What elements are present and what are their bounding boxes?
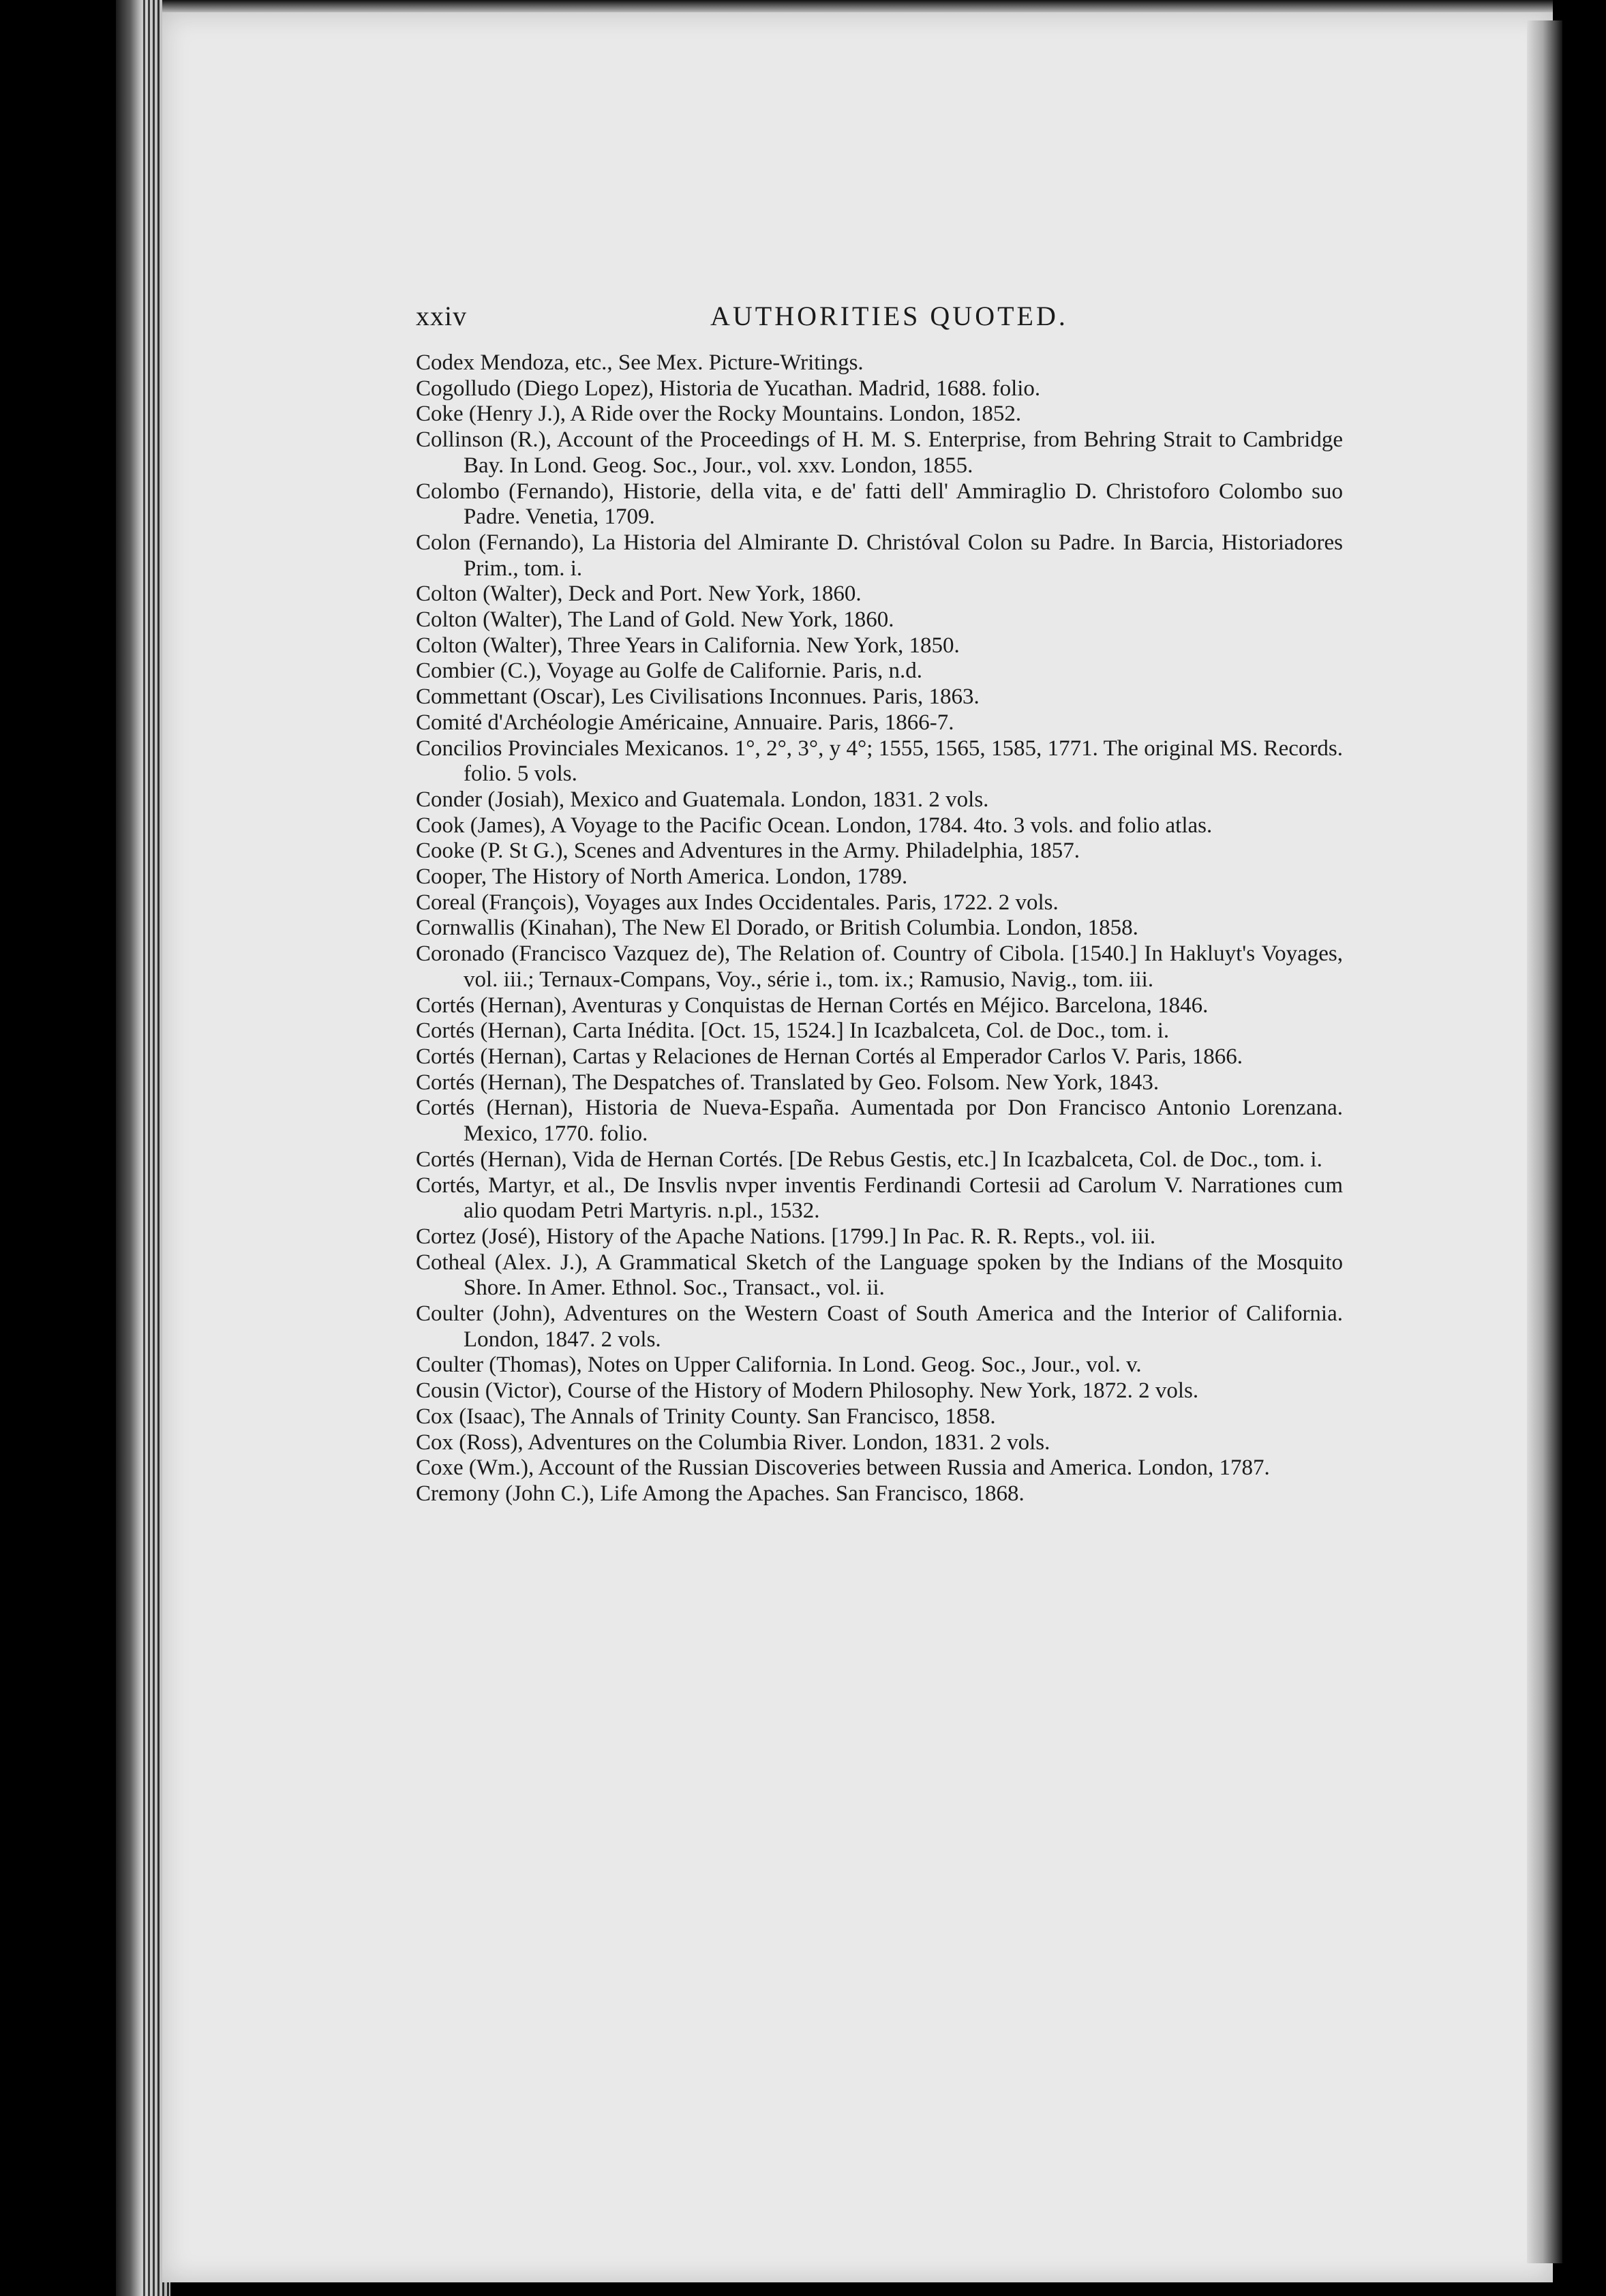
bibliography-entry: Cortés (Hernan), Historia de Nueva-España. Aumentada por Don Francisco Antonio Lorenzana. Mexico, 1770. folio. xyxy=(416,1096,1343,1147)
bibliography-entry: Commettant (Oscar), Les Civilisations Inconnues. Paris, 1863. xyxy=(416,684,980,710)
bibliography-entry: Cooke (P. St G.), Scenes and Adventures in the Army. Philadelphia, 1857. xyxy=(416,839,1080,864)
bibliography-entry: Cortés (Hernan), The Despatches of. Translated by Geo. Folsom. New York, 1843. xyxy=(416,1070,1160,1095)
bibliography-entry: Combier (C.), Voyage au Golfe de Californie. Paris, n.d. xyxy=(416,659,922,684)
bibliography-entry: Cortés (Hernan), Carta Inédita. [Oct. 15, 1524.] In Icazbalceta, Col. de Doc., tom. i. xyxy=(416,1018,1170,1044)
bibliography-entry: Cremony (John C.), Life Among the Apaches. San Francisco, 1868. xyxy=(416,1481,1025,1506)
running-header xyxy=(416,300,1343,341)
bibliography-entry: Colton (Walter), Deck and Port. New York, 1860. xyxy=(416,581,862,607)
bibliography-entry: Cortés (Hernan), Vida de Hernan Cortés. [De Rebus Gestis, etc.] In Icazbalceta, Col. de Doc., tom. i. xyxy=(416,1147,1322,1172)
bibliography-entry: Cooper, The History of North America. London, 1789. xyxy=(416,864,908,890)
page-right-edge xyxy=(1527,20,1562,2263)
bibliography-entry: Cornwallis (Kinahan), The New El Dorado, or British Columbia. London, 1858. xyxy=(416,916,1138,941)
bibliography-entry: Conder (Josiah), Mexico and Guatemala. London, 1831. 2 vols. xyxy=(416,787,989,812)
bibliography-entry: Codex Mendoza, etc., See Mex. Picture-Writings. xyxy=(416,350,864,375)
bibliography-entry: Cortés, Martyr, et al., De Insvlis nvper inventis Ferdinandi Cortesii ad Carolum V. Narrationes cum alio quodam Petri Martyris. n.pl., 1532. xyxy=(416,1173,1343,1224)
bibliography-entry: Colton (Walter), Three Years in California. New York, 1850. xyxy=(416,633,960,658)
page-title: AUTHORITIES QUOTED. xyxy=(710,301,1068,331)
bibliography-entry: Colton (Walter), The Land of Gold. New York, 1860. xyxy=(416,607,894,633)
bibliography-entry: Comité d'Archéologie Américaine, Annuaire. Paris, 1866-7. xyxy=(416,710,954,735)
bibliography-entry: Coronado (Francisco Vazquez de), The Relation of. Country of Cibola. [1540.] In Hakluyt's Voyages, vol. iii.; Ternaux-Compans, Voy., série i., tom. ix.; Ramusio, Navig., tom. iii. xyxy=(416,941,1343,992)
bibliography-entry: Coreal (François), Voyages aux Indes Occidentales. Paris, 1722. 2 vols. xyxy=(416,890,1059,915)
bibliography-entry: Coxe (Wm.), Account of the Russian Discoveries between Russia and America. London, 1787. xyxy=(416,1455,1270,1481)
bibliography-entry: Coulter (Thomas), Notes on Upper California. In Lond. Geog. Soc., Jour., vol. v. xyxy=(416,1353,1142,1378)
bibliography-list xyxy=(416,350,1343,1507)
bibliography-entry: Concilios Provinciales Mexicanos. 1°, 2°, 3°, y 4°; 1555, 1565, 1585, 1771. The original MS. Records. folio. 5 vols. xyxy=(416,736,1343,787)
bibliography-entry: Cox (Isaac), The Annals of Trinity County. San Francisco, 1858. xyxy=(416,1404,996,1429)
bibliography-entry: Coke (Henry J.), A Ride over the Rocky Mountains. London, 1852. xyxy=(416,402,1022,427)
page-number: xxiv xyxy=(416,301,468,331)
bibliography-entry: Collinson (R.), Account of the Proceedings of H. M. S. Enterprise, from Behring Strait to Cambridge Bay. In Lond. Geog. Soc., Jour., vol. xxv. London, 1855. xyxy=(416,427,1343,478)
bibliography-entry: Cortés (Hernan), Cartas y Relaciones de Hernan Cortés al Emperador Carlos V. Paris, 1866. xyxy=(416,1044,1243,1069)
bibliography-entry: Coulter (John), Adventures on the Western Coast of South America and the Interior of California. London, 1847. 2 vols. xyxy=(416,1301,1343,1352)
page-content xyxy=(416,300,1343,1507)
bibliography-entry: Colon (Fernando), La Historia del Almirante D. Christóval Colon su Padre. In Barcia, Historiadores Prim., tom. i. xyxy=(416,530,1343,581)
bibliography-entry: Cotheal (Alex. J.), A Grammatical Sketch of the Language spoken by the Indians of the Mosquito Shore. In Amer. Ethnol. Soc., Transact., vol. ii. xyxy=(416,1250,1343,1301)
bibliography-entry: Cortés (Hernan), Aventuras y Conquistas de Hernan Cortés en Méjico. Barcelona, 1846. xyxy=(416,993,1209,1018)
bibliography-entry: Cook (James), A Voyage to the Pacific Ocean. London, 1784. 4to. 3 vols. and folio atlas. xyxy=(416,813,1213,838)
bibliography-entry: Cousin (Victor), Course of the History of Modern Philosophy. New York, 1872. 2 vols. xyxy=(416,1378,1199,1404)
bibliography-entry: Cogolludo (Diego Lopez), Historia de Yucathan. Madrid, 1688. folio. xyxy=(416,376,1041,401)
bibliography-entry: Cortez (José), History of the Apache Nations. [1799.] In Pac. R. R. Repts., vol. iii. xyxy=(416,1224,1156,1249)
bibliography-entry: Cox (Ross), Adventures on the Columbia River. London, 1831. 2 vols. xyxy=(416,1430,1050,1455)
bibliography-entry: Colombo (Fernando), Historie, della vita, e de' fatti dell' Ammiraglio D. Christoforo Colombo suo Padre. Venetia, 1709. xyxy=(416,479,1343,530)
